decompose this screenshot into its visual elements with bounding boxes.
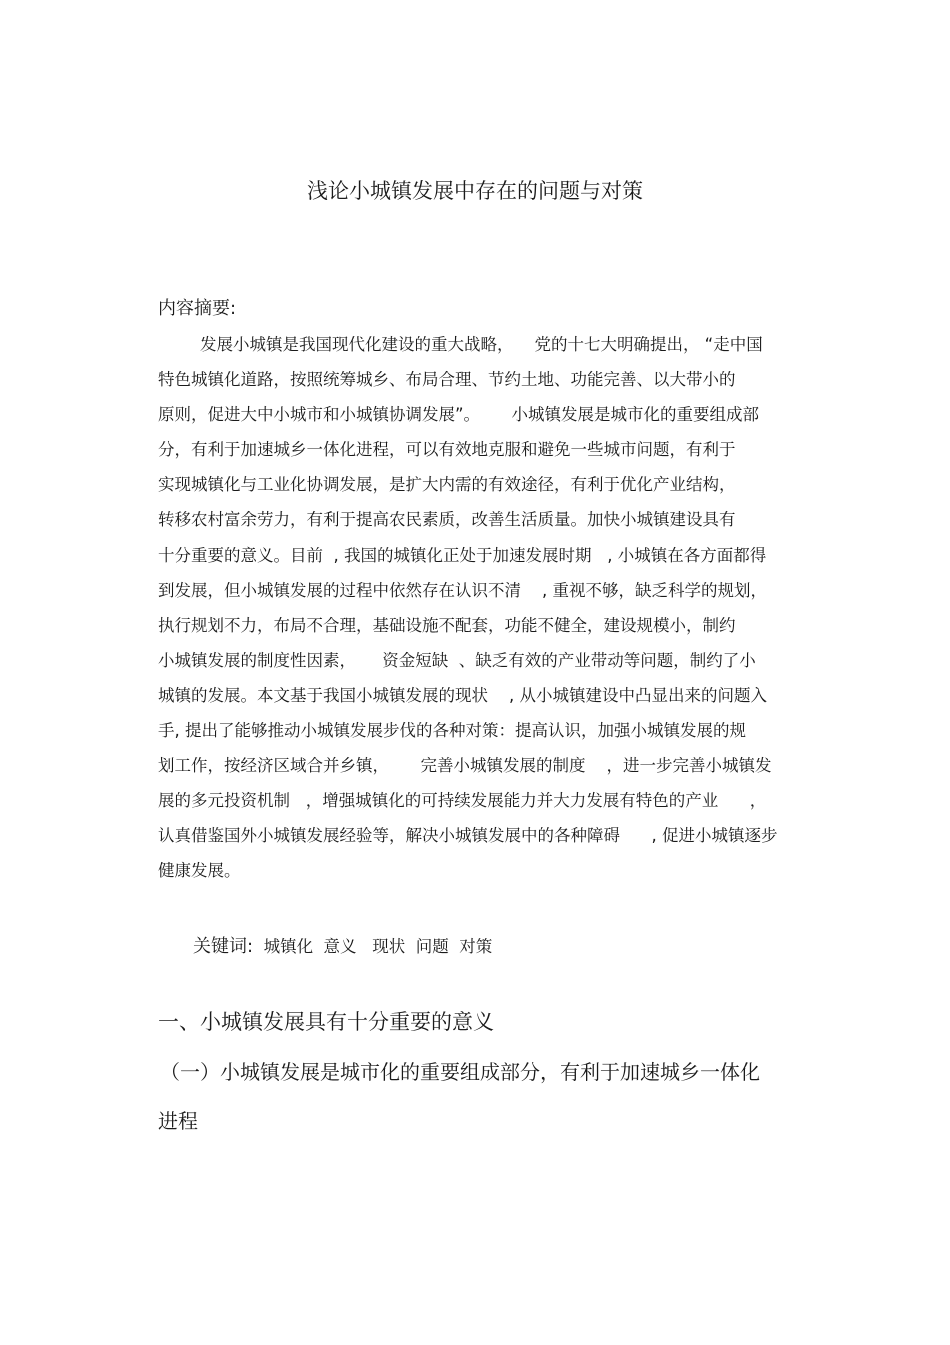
section-heading: 一、小城镇发展具有十分重要的意义 [158,1010,494,1034]
abstract-line: 健康发展。 [158,861,241,880]
abstract-line: 展的多元投资机制 ，增强城镇化的可持续发展能力并大力发展有特色的产业 ， [158,791,767,810]
abstract-line: 划工作，按经济区域合并乡镇， 完善小城镇发展的制度 ，进一步完善小城镇发 [158,756,772,775]
abstract-line: 实现城镇化与工业化协调发展，是扩大内需的有效途径，有利于优化产业结构， [158,475,736,494]
abstract-heading: 内容摘要: [158,298,237,319]
abstract-line: 城镇的发展。本文基于我国小城镇发展的现状 , 从小城镇建设中凸显出来的问题入 [158,686,767,705]
subsection-heading-line: （一）小城镇发展是城市化的重要组成部分，有利于加速城乡一体化 [160,1060,760,1084]
keywords-line [193,934,492,960]
document-title: 浅论小城镇发展中存在的问题与对策 [307,179,643,203]
abstract-line: 手, 提出了能够推动小城镇发展步伐的各种对策：提高认识，加强小城镇发展的规 [158,721,746,740]
abstract-line: 分，有利于加速城乡一体化进程，可以有效地克服和避免一些城市问题，有利于 [158,440,736,459]
abstract-line: 发展小城镇是我国现代化建设的重大战略， 党的十七大明确提出， “走中国 [158,335,763,354]
abstract-line: 执行规划不力，布局不合理，基础设施不配套，功能不健全，建设规模小，制约 [158,616,736,635]
abstract-line: 特色城镇化道路，按照统筹城乡、布局合理、节约土地、功能完善、以大带小的 [158,370,736,389]
abstract-line: 小城镇发展的制度性因素， 资金短缺 、缺乏有效的产业带动等问题，制约了小 [158,651,756,670]
abstract-line: 认真借鉴国外小城镇发展经验等，解决小城镇发展中的各种障碍 , 促进小城镇逐步 [158,826,778,845]
abstract-line: 转移农村富余劳力，有利于提高农民素质，改善生活质量。加快小城镇建设具有 [158,510,736,529]
abstract-line: 十分重要的意义。目前 , 我国的城镇化正处于加速发展时期 , 小城镇在各方面都得 [158,546,767,565]
keywords-label: 关键词: [193,936,254,957]
keywords-text: 城镇化 意义 现状 问题 对策 [253,937,493,956]
abstract-line: 到发展，但小城镇发展的过程中依然存在认识不清 , 重视不够，缺乏科学的规划， [158,581,767,600]
subsection-heading-line: 进程 [158,1109,198,1133]
abstract-line: 原则，促进大中小城市和小城镇协调发展”。 小城镇发展是城市化的重要组成部 [158,405,760,424]
